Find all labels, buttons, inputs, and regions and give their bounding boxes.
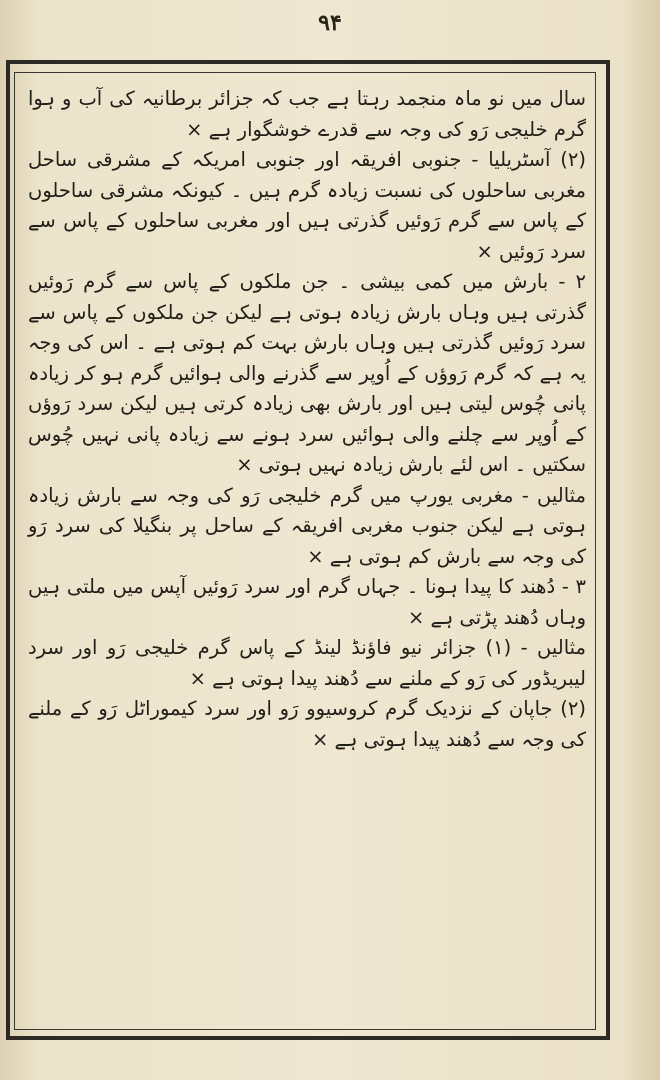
- paragraph: ۲ - بارش میں کمی بیشی ۔ جن ملکوں کے پاس سے گرم رَوئیں گذرتی ہیں وہاں بارش زیادہ ہوتی ہے لیکن جن ملکوں کے پاس سے سرد رَوئیں گذرتی ہیں وہاں بارش بہت کم ہوتی ہے ۔ اس کی وجہ یہ ہے کہ گرم رَوؤں کے اُوپر سے گذرنے والی ہوائیں گرم ہو کر زیادہ پانی چُوس لیتی ہیں اور بارش بھی زیادہ کرتی ہیں لیکن سرد رَوؤں کے اُوپر سے چلنے والی ہوائیں سرد ہونے سے زیادہ پانی نہیں چُوس سکتیں ۔ اس لئے بارش زیادہ نہیں ہوتی ×: [28, 270, 586, 476]
- body-text: [28, 84, 586, 1016]
- page-number: ۹۴: [318, 10, 342, 36]
- paragraph: مثالیں - (۱) جزائر نیو فاؤنڈ لینڈ کے پاس گرم خلیجی رَو اور سرد لیبریڈور کی رَو کے ملنے سے دُھند پیدا ہوتی ہے ×: [28, 636, 586, 690]
- paragraph: ۳ - دُھند کا پیدا ہونا ۔ جہاں گرم اور سرد رَوئیں آپس میں ملتی ہیں وہاں دُھند پڑتی ہے ×: [28, 575, 586, 629]
- paragraph: (۲) آسٹریلیا - جنوبی افریقہ اور جنوبی امریکہ کے مشرقی ساحل مغربی ساحلوں کی نسبت زیادہ گرم ہیں ۔ کیونکہ مشرقی ساحلوں کے پاس سے گرم رَوئیں گذرتی ہیں اور مغربی ساحلوں کے پاس سے سرد رَوئیں ×: [28, 148, 586, 263]
- paragraph: (۲) جاپان کے نزدیک گرم کروسیوو رَو اور سرد کیموراٹل رَو کے ملنے کی وجہ سے دُھند پیدا ہوتی ہے ×: [28, 697, 586, 751]
- paragraph: سال میں نو ماہ منجمد رہتا ہے جب کہ جزائر برطانیہ کی آب و ہوا گرم خلیجی رَو کی وجہ سے قدرے خوشگوار ہے ×: [28, 87, 586, 141]
- paragraph: مثالیں - مغربی یورپ میں گرم خلیجی رَو کی وجہ سے بارش زیادہ ہوتی ہے لیکن جنوب مغربی افریقہ کے ساحل پر بنگیلا کی سرد رَو کی وجہ سے بارش کم ہوتی ہے ×: [28, 483, 586, 568]
